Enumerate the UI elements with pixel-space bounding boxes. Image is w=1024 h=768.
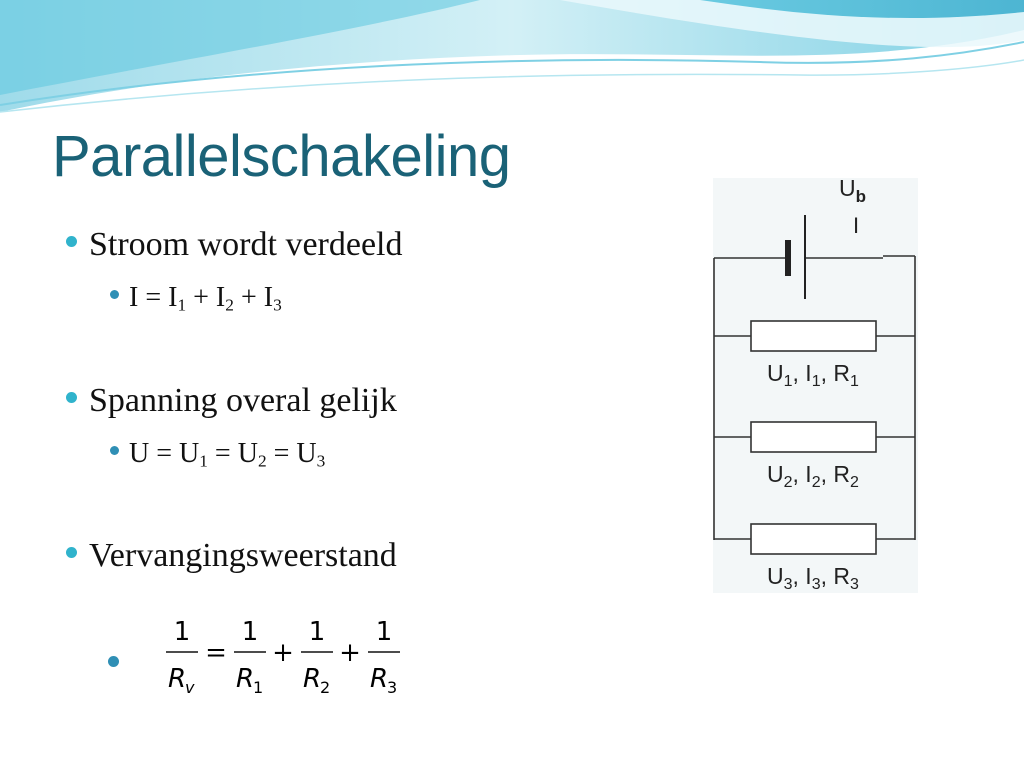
branch-3-label: $U_3$, $I_3$, $R_3$	[767, 563, 859, 593]
bullet-stroom	[66, 226, 403, 264]
plus-sign: +	[272, 638, 294, 668]
svg-text:1: 1	[173, 617, 191, 647]
bullet-dot	[110, 290, 119, 299]
branch-2-label: $U_2$, $I_2$, $R_2$	[767, 461, 859, 491]
fraction-r1	[234, 617, 266, 697]
svg-text:R: R	[236, 664, 255, 694]
svg-text:1: 1	[375, 617, 393, 647]
bullet-text: Spanning overal gelijk	[89, 382, 397, 419]
bullet-dot	[66, 547, 77, 558]
svg-text:R: R	[370, 664, 389, 694]
svg-text:v: v	[185, 678, 195, 697]
branch-1-label: $U_1$, $I_1$, $R_1$	[767, 360, 859, 390]
bullet-dot	[110, 446, 119, 455]
svg-text:R: R	[303, 664, 322, 694]
plus-sign: +	[339, 638, 361, 668]
svg-text:1: 1	[308, 617, 326, 647]
fraction-r2	[301, 617, 333, 697]
equals-sign: =	[205, 638, 227, 668]
svg-text:1: 1	[241, 617, 259, 647]
source-voltage-label: $U_b$	[839, 178, 867, 206]
sub-bullet-text: $U = U_1 = U_2 = U_3$	[129, 438, 326, 471]
resistor-2	[751, 422, 876, 452]
header-wave-decoration	[0, 0, 1024, 130]
bullet-spanning	[66, 382, 397, 420]
parallel-circuit-diagram	[713, 178, 918, 593]
resistor-1	[751, 321, 876, 351]
formula-bullet-dot	[108, 656, 119, 667]
source-current-label: I	[853, 213, 860, 238]
svg-text:2: 2	[320, 678, 331, 697]
equivalent-resistance-formula	[160, 612, 410, 707]
bullet-text: Vervangingsweerstand	[89, 537, 397, 574]
slide-title: Parallelschakeling	[52, 124, 511, 189]
svg-text:R: R	[168, 664, 187, 694]
bullet-text: Stroom wordt verdeeld	[89, 226, 403, 263]
svg-text:1: 1	[253, 678, 264, 697]
svg-text:3: 3	[387, 678, 398, 697]
sub-bullet-text: $I = I_1 + I_2 + I_3$	[129, 282, 282, 315]
fraction-rv	[166, 617, 198, 697]
resistor-3	[751, 524, 876, 554]
bullet-dot	[66, 236, 77, 247]
bullet-dot	[66, 392, 77, 403]
bullet-vervangingsweerstand	[66, 537, 397, 575]
sub-bullet-voltage-equal	[110, 438, 325, 470]
sub-bullet-current-sum	[110, 282, 282, 314]
fraction-r3	[368, 617, 400, 697]
